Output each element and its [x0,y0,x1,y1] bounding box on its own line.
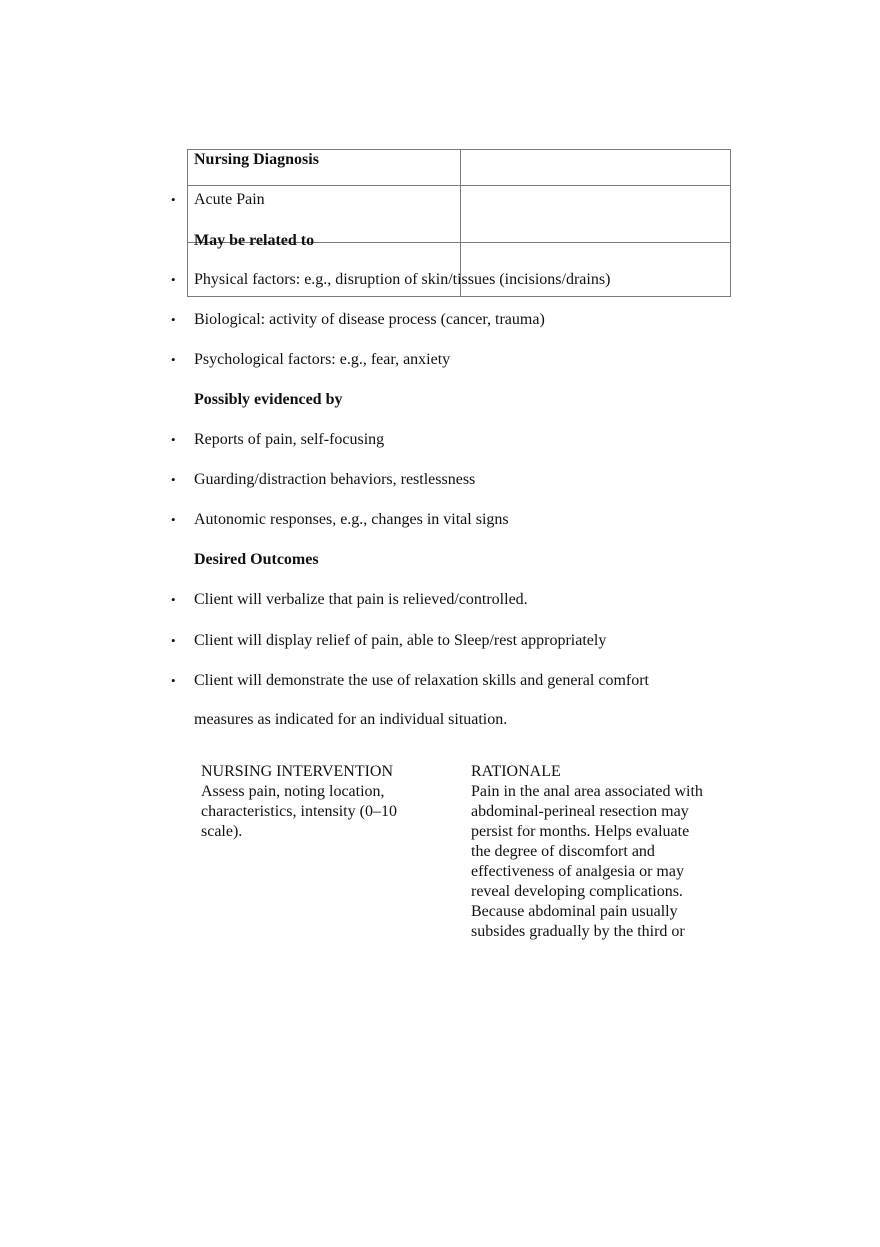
table-row-divider [188,185,730,186]
bullet-icon: • [171,272,176,287]
intervention-line: Assess pain, noting location, [201,783,385,800]
bullet-icon: • [171,592,176,607]
bullet-icon: • [171,312,176,327]
intervention-line: scale). [201,823,243,840]
diagnosis-item: Acute Pain [194,191,265,208]
related-item: Psychological factors: e.g., fear, anxiety [194,351,451,368]
rationale-line: abdominal-perineal resection may [471,803,689,820]
rationale-line: reveal developing complications. [471,883,683,900]
rationale-line: persist for months. Helps evaluate [471,823,690,840]
intervention-line: characteristics, intensity (0–10 [201,803,397,820]
outcome-continuation: measures as indicated for an individual situation. [194,711,508,728]
bullet-icon: • [171,512,176,527]
nursing-diagnosis-heading: Nursing Diagnosis [194,151,319,168]
evidence-item: Guarding/distraction behaviors, restlessness [194,471,476,488]
bullet-icon: • [171,673,176,688]
rationale-line: the degree of discomfort and [471,843,655,860]
outcome-item: Client will display relief of pain, able to Sleep/rest appropriately [194,632,607,649]
evidence-heading: Possibly evidenced by [194,391,343,408]
bullet-icon: • [171,192,176,207]
rationale-line: subsides gradually by the third or [471,923,685,940]
outcomes-heading: Desired Outcomes [194,551,319,568]
outcome-item: Client will demonstrate the use of relaxation skills and general comfort [194,672,649,689]
rationale-line: Pain in the anal area associated with [471,783,703,800]
rationale-heading: RATIONALE [471,763,561,780]
outcome-item: Client will verbalize that pain is relieved/controlled. [194,591,528,608]
intervention-column [201,762,451,842]
rationale-column [471,762,741,942]
evidence-item: Autonomic responses, e.g., changes in vital signs [194,511,509,528]
bullet-icon: • [171,472,176,487]
intervention-heading: NURSING INTERVENTION [201,763,394,780]
rationale-line: Because abdominal pain usually [471,903,678,920]
related-heading: May be related to [194,232,315,249]
bullet-icon: • [171,633,176,648]
related-item: Biological: activity of disease process (cancer, trauma) [194,311,545,328]
related-item: Physical factors: e.g., disruption of skin/tissues (incisions/drains) [194,271,611,288]
rationale-line: effectiveness of analgesia or may [471,863,684,880]
bullet-icon: • [171,432,176,447]
bullet-icon: • [171,352,176,367]
evidence-item: Reports of pain, self-focusing [194,431,385,448]
